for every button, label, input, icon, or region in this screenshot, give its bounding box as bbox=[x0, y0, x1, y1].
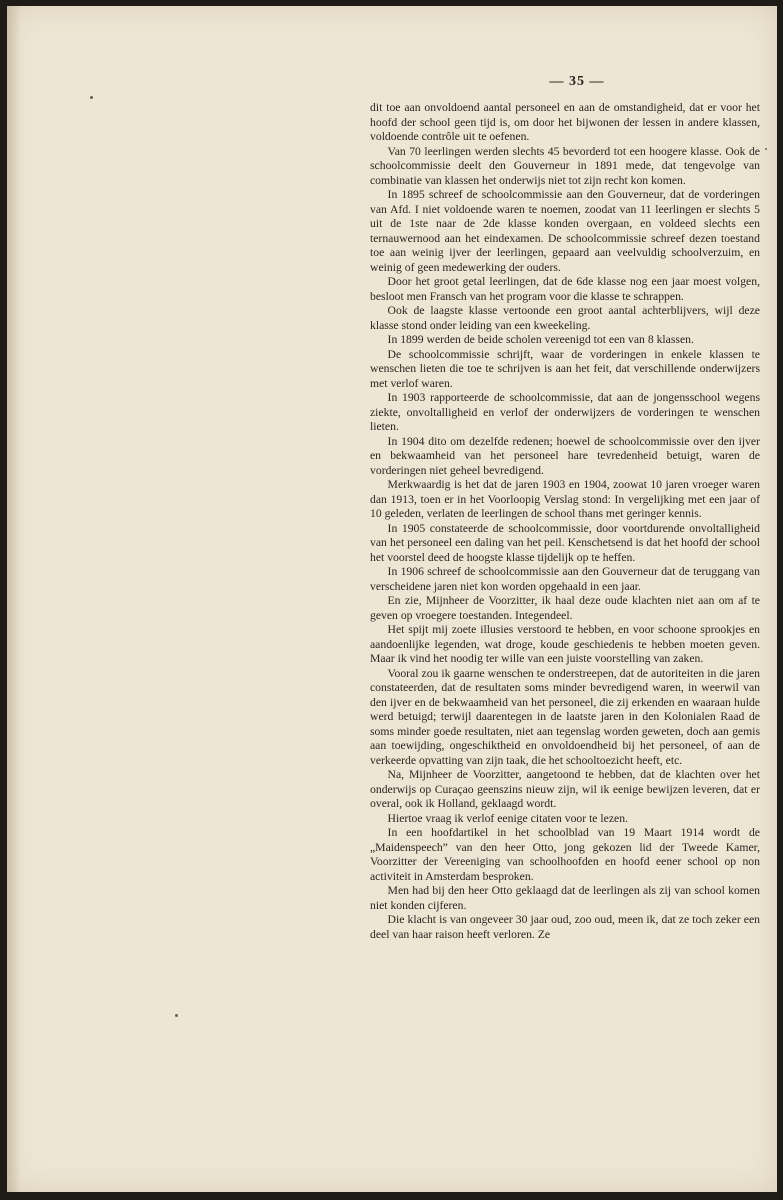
paragraph: Men had bij den heer Otto geklaagd dat de leerlingen als zij van school komen niet konden cijferen. bbox=[370, 884, 760, 912]
paper-speck bbox=[90, 96, 93, 99]
paragraph: In 1904 dito om dezelfde redenen; hoewel de schoolcommissie over den ijver en bekwaamheid van het personeel hare tevredenheid betuigt, waren de vorderingen niet geheel bevredigend. bbox=[370, 434, 760, 477]
page-fold-shadow bbox=[7, 6, 21, 1192]
paragraph: Merkwaardig is het dat de jaren 1903 en 1904, zoowat 10 jaren vroeger waren dan 1913, toen er in het Voorloopig Verslag stond: In vergelijking met een jaar of 10 geleden, verlaten de leerlingen de school thans met geringer kennis. bbox=[370, 478, 760, 520]
paragraph: In 1903 rapporteerde de schoolcommissie, dat aan de jongensschool wegens ziekte, onvoltalligheid en verlof der onderwijzers de vorderingen te wenschen lieten. bbox=[370, 391, 760, 433]
paragraph: De schoolcommissie schrijft, waar de vorderingen in enkele klassen te wenschen lieten die toe te schrijven is aan het feit, dat verschillende onderwijzers met verlof waren. bbox=[370, 347, 760, 390]
paragraph: Ook de laagste klasse vertoonde een groot aantal achterblijvers, wijl deze klasse stond onder leiding van een kweekeling. bbox=[370, 304, 760, 332]
paragraph: Door het groot getal leerlingen, dat de 6de klasse nog een jaar moest volgen, besloot men Fransch van het program voor die klasse te schrappen. bbox=[370, 275, 760, 303]
paragraph: In een hoofdartikel in het schoolblad van 19 Maart 1914 wordt de „Maidenspeech” van den heer Otto, jong gekozen lid der Tweede Kamer, Voorzitter der Vereeniging van schoolhoofden en hoofd eener school op non activiteit in Amsterdam besproken. bbox=[370, 826, 760, 883]
paragraph: In 1905 constateerde de schoolcommissie, door voortdurende onvoltalligheid van het personeel een daling van het peil. Kenschetsend is dat het hoofd der school het voorstel deed de hoogste klasse tijdelijk op te heffen. bbox=[370, 521, 760, 564]
page-number: — 35 — bbox=[549, 74, 605, 89]
paragraph: En zie, Mijnheer de Voorzitter, ik haal deze oude klachten niet aan om af te geven op vroegere toestanden. Integendeel. bbox=[370, 594, 760, 622]
paragraph: In 1895 schreef de schoolcommissie aan den Gouverneur, dat de vorderingen van Afd. I niet voldoende waren te noemen, zoodat van 11 leerlingen er slechts 5 uit de 1ste naar de 2de klasse konden overgaan, en voldeed slechts een ternauwernood aan het eindexamen. De schoolcommissie schreef dezen toestand toe aan weinig ijver der leerlingen, gepaard aan veelvuldig schoolverzuim, en weinig of geen medewerking der ouders. bbox=[370, 188, 760, 274]
paragraph: dit toe aan onvoldoend aantal personeel en aan de omstandigheid, dat er voor het hoofd der school geen tijd is, om door het bijwonen der lessen in andere klassen, voldoende contrôle uit te oefenen. bbox=[370, 101, 760, 143]
paragraph: In 1899 werden de beide scholen vereenigd tot een van 8 klassen. bbox=[387, 333, 694, 346]
paragraph: Van 70 leerlingen werden slechts 45 bevorderd tot een hoogere klasse. Ook de schoolcommissie deelt den Gouverneur in 1891 mede, dat tengevolge van combinatie van klassen het onderwijs niet tot zijn recht kon komen. bbox=[370, 144, 760, 187]
paragraph: In 1906 schreef de schoolcommissie aan den Gouverneur dat de teruggang van verscheidene jaren niet kon worden opgehaald in een jaar. bbox=[370, 565, 760, 593]
paragraph: Die klacht is van ongeveer 30 jaar oud, zoo oud, meen ik, dat ze toch zeker een deel van haar raison heeft verloren. Ze bbox=[370, 913, 760, 941]
paper-speck bbox=[765, 148, 767, 150]
scanned-page bbox=[7, 6, 777, 1192]
paragraph: Het spijt mij zoete illusies verstoord te hebben, en voor schoone sprookjes en aandoenlijke legenden, wat droge, koude geschiedenis te hebben moeten geven. Maar ik vind het noodig ter wille van een juiste voorstelling van zaken. bbox=[370, 623, 760, 665]
paper-speck bbox=[175, 1014, 178, 1017]
paragraph: Na, Mijnheer de Voorzitter, aangetoond te hebben, dat de klachten over het onderwijs op Curaçao geenszins nieuw zijn, wil ik eenige bewijzen leveren, dat er overal, ook ik Holland, geklaagd wordt. bbox=[370, 768, 760, 810]
text-column bbox=[370, 101, 760, 942]
paragraph: Hiertoe vraag ik verlof eenige citaten voor te lezen. bbox=[387, 811, 628, 825]
paragraph: Vooral zou ik gaarne wenschen te onderstreepen, dat de autoriteiten in die jaren constateerden, dat de resultaten soms minder bevredigend waren, in weerwil van den ijver en de bekwaamheid van het personeel, die zij erkenden en waaraan hulde werd betuigd; terwijl daarentegen in de laatste jaren in den Kolonialen Raad de soms minder goede resultaten, niet aan tegenslag worden geweten, doch aan gemis aan toewijding, ongeschiktheid en onvoldoendheid bij het personeel, of aan de verkeerde opvatting van zijn taak, die het schooltoezicht heeft, etc. bbox=[370, 666, 760, 767]
